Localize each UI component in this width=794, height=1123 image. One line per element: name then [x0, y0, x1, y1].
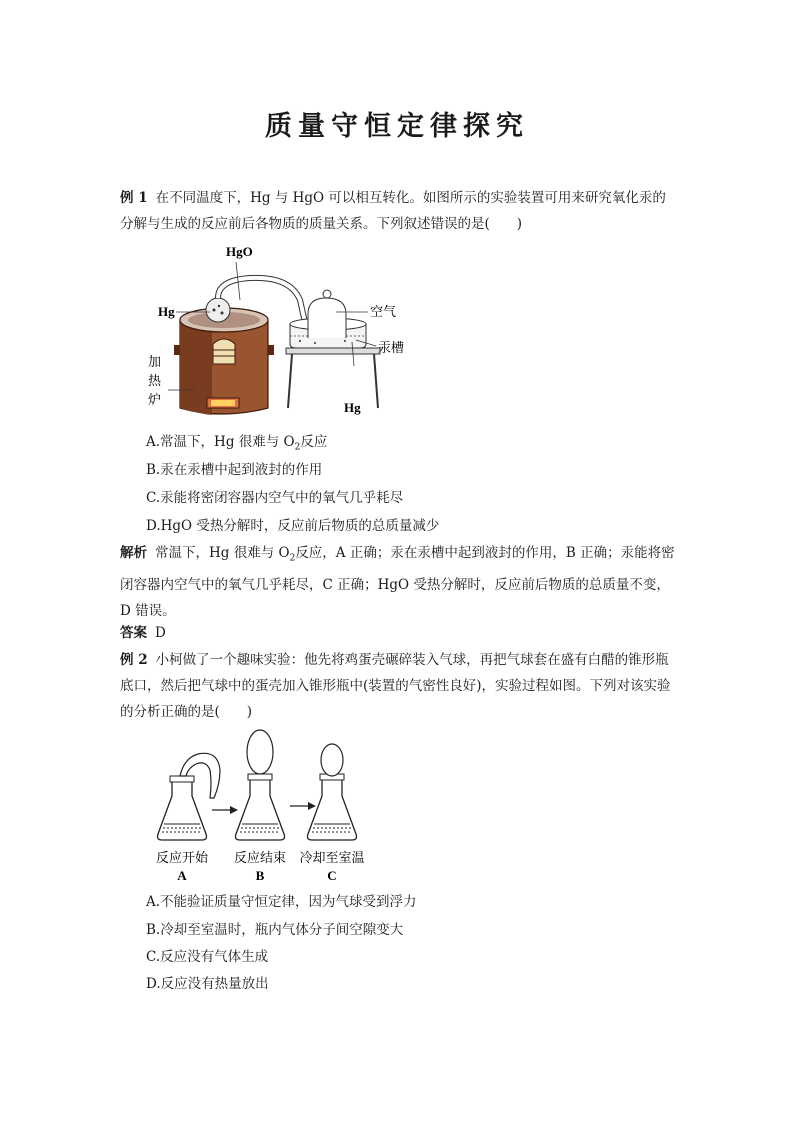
question-2-label: 例 2: [120, 652, 148, 668]
q1-option-c: C.汞能将密闭容器内空气中的氧气几乎耗尽: [146, 490, 404, 506]
label-heater-2: 热: [148, 374, 162, 389]
label-hg-bottom: Hg: [344, 400, 361, 415]
label-air: 空气: [370, 305, 397, 320]
label-hg-left: Hg: [158, 304, 175, 319]
q1-option-a: [146, 432, 327, 458]
page-title: 质量守恒定律探究: [265, 111, 529, 142]
q2-option-d: D.反应没有热量放出: [146, 976, 269, 992]
flask-b: [236, 730, 285, 840]
analysis-text-end: 反应，A 正确；汞在汞槽中起到液封的作用，B 正确；汞能将密闭容器内空气中的氧气几乎耗尽，C 正确；HgO 受热分解时，反应前后物质的总质量不变，D 错误。: [120, 545, 675, 619]
label-heater-3: 炉: [148, 393, 162, 408]
question-2-stem: [120, 647, 676, 725]
q1-option-d: D.HgO 受热分解时，反应前后物质的总质量减少: [146, 518, 440, 534]
analysis-label: 解析: [120, 545, 147, 561]
q1-analysis: [120, 540, 676, 624]
flask-a: [158, 753, 221, 840]
analysis-sub: 2: [289, 553, 296, 564]
q1-option-b: B.汞在汞槽中起到液封的作用: [146, 462, 323, 478]
label-heater-1: 加: [148, 355, 162, 370]
q2-option-a: A.不能验证质量守恒定律，因为气球受到浮力: [146, 894, 417, 910]
caption-b: 反应结束: [233, 851, 287, 866]
analysis-text: 常温下，Hg 很难与 O: [155, 545, 290, 561]
egg-shell-experiment-figure: [140, 730, 400, 886]
caption-c: 冷却至室温: [299, 851, 365, 866]
q1-option-a-text-end: 反应: [300, 434, 328, 450]
table: [286, 348, 380, 408]
question-1-stem: [120, 185, 676, 237]
q1-option-a-sub: 2: [294, 442, 301, 453]
label-trough: 汞槽: [378, 341, 405, 356]
q2-option-c: C.反应没有气体生成: [146, 949, 269, 965]
label-hgo: HgO: [226, 244, 253, 259]
caption-a: 反应开始: [155, 851, 209, 866]
bell-jar: [308, 290, 346, 338]
question-1-label: 例 1: [120, 190, 148, 206]
q2-option-b: B.冷却至室温时，瓶内气体分子间空隙变大: [146, 922, 404, 938]
mercury-apparatus-figure: [140, 240, 405, 420]
answer-value: D: [155, 625, 166, 641]
question-2-text: 小柯做了一个趣味实验：他先将鸡蛋壳碾碎装入气球，再把气球套在盛有白醋的锥形瓶底口，然后把气球中的蛋壳加入锥形瓶中(装置的气密性良好)，实验过程如图。下列对该实验的分析正确的是( ): [120, 652, 671, 720]
letter-b: B: [255, 868, 265, 883]
heater-furnace: [174, 308, 274, 415]
q1-answer: [120, 620, 676, 646]
letter-c: C: [327, 868, 337, 883]
letter-a: A: [177, 868, 187, 883]
question-1-text: 在不同温度下，Hg 与 HgO 可以相互转化。如图所示的实验装置可用来研究氧化汞的分解与生成的反应前后各物质的质量关系。下列叙述错误的是( ): [120, 190, 666, 232]
q1-option-a-text: A.常温下，Hg 很难与 O: [146, 434, 295, 450]
answer-label: 答案: [120, 625, 147, 641]
flask-c: [308, 744, 357, 840]
